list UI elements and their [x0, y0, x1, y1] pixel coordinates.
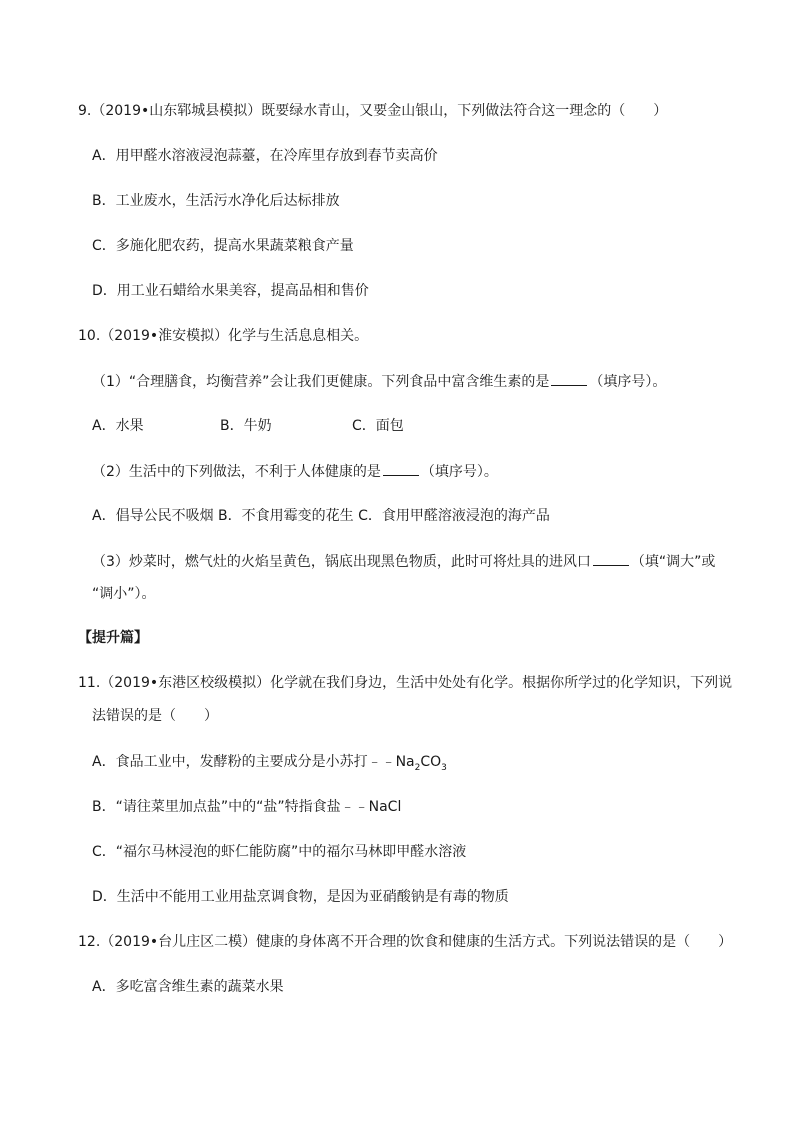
- option-a: A．水果: [92, 418, 144, 434]
- question-11-option-c: C．“福尔马林浸泡的虾仁能防腐”中的福尔马林即甲醛水溶液: [92, 844, 467, 860]
- question-11-option-b: B．“请往菜里加点盐”中的“盐”特指食盐﹣﹣NaCl: [92, 799, 402, 815]
- question-11-stem: 11.（2019•东港区校级模拟）化学就在我们身边，生活中处处有化学。根据你所学过的化学知识，下列说: [78, 675, 733, 691]
- question-10-sub-2-options: A．倡导公民不吸烟 B．不食用霉变的花生 C．食用甲醛溶液浸泡的海产品: [92, 508, 550, 524]
- question-11-stem-continued: 法错误的是（ ）: [92, 708, 218, 724]
- question-10-sub-3-continued: “调小”）。: [92, 586, 156, 602]
- question-9-option-a: A．用甲醛水溶液浸泡蒜薹，在冷库里存放到春节卖高价: [92, 148, 438, 164]
- answer-blank: [551, 371, 587, 386]
- subscript: 3: [441, 762, 447, 773]
- question-9-stem: 9.（2019•山东郓城县模拟）既要绿水青山，又要金山银山，下列做法符合这一理念的（ ）: [78, 103, 668, 119]
- question-11-option-a: [92, 752, 447, 772]
- sub-1-text: （1）“合理膳食，均衡营养”会让我们更健康。下列食品中富含维生素的是: [92, 374, 550, 390]
- option-a-text: A．食品工业中，发酵粉的主要成分是小苏打﹣﹣Na: [92, 754, 415, 770]
- answer-blank: [383, 461, 419, 476]
- subscript: 2: [414, 762, 421, 773]
- question-10-sub-3: [92, 551, 715, 572]
- question-12-stem: 12.（2019•台儿庄区二模）健康的身体离不开合理的饮食和健康的生活方式。下列说法错误的是（ ）: [78, 934, 733, 950]
- sub-2-suffix: （填序号）。: [420, 464, 498, 480]
- question-11-option-d: D．生活中不能用工业用盐烹调食物，是因为亚硝酸钠是有毒的物质: [92, 889, 509, 905]
- option-b: B．牛奶: [220, 418, 272, 434]
- question-10-sub-1: [92, 371, 666, 392]
- question-12-option-a: A．多吃富含维生素的蔬菜水果: [92, 979, 284, 995]
- sub-1-suffix: （填序号）。: [589, 374, 667, 390]
- question-9-option-c: C．多施化肥农药，提高水果蔬菜粮食产量: [92, 238, 354, 254]
- sub-3-text: （3）炒菜时，燃气灶的火焰呈黄色，锅底出现黑色物质，此时可将灶具的进风口: [92, 554, 591, 570]
- sub-2-text: （2）生活中的下列做法，不利于人体健康的是: [92, 464, 381, 480]
- question-10-sub-1-options: [92, 416, 404, 436]
- option-c: C．面包: [352, 418, 404, 434]
- question-9-option-d: D．用工业石蜡给水果美容，提高品相和售价: [92, 283, 369, 299]
- section-heading: 【提升篇】: [78, 630, 148, 646]
- question-10-stem: 10.（2019•淮安模拟）化学与生活息息相关。: [78, 328, 369, 344]
- question-10-sub-2: [92, 461, 498, 482]
- formula-part: CO: [420, 754, 442, 770]
- answer-blank: [593, 551, 629, 566]
- sub-3-suffix: （填“调大”或: [630, 554, 716, 570]
- question-9-option-b: B．工业废水，生活污水净化后达标排放: [92, 193, 340, 209]
